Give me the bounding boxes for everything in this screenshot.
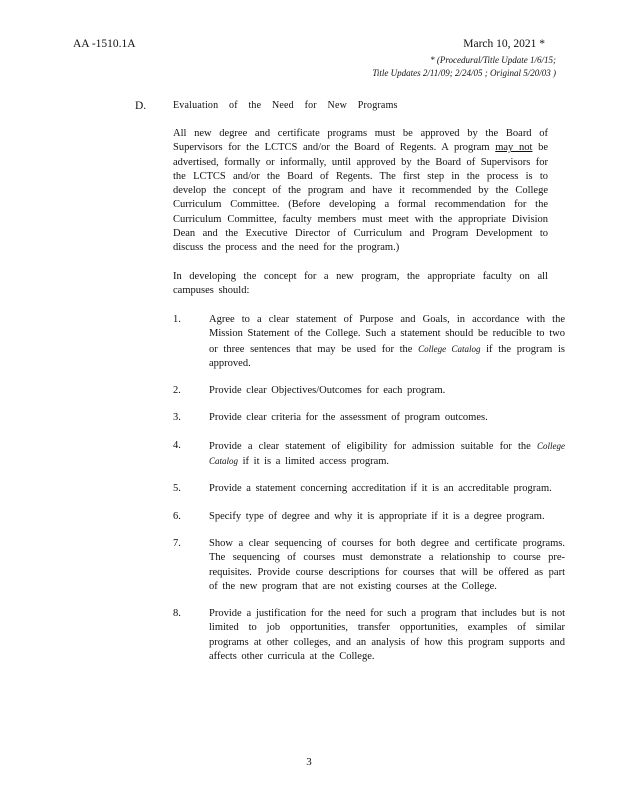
- intro-text-start: All new degree and certificate programs must be approved by the Board of Supervisors for the LCTCS and/or the Board of Regents. A program: [173, 128, 548, 154]
- list-item: [173, 607, 565, 664]
- item-number: 2.: [173, 385, 181, 397]
- item-text: Provide a justification for the need for such a program that includes but is not limited to job opportunities, transfer opportunities, examples of similar programs at other colleges, and an analysis of how this program supports and affects other curricula at the College.: [209, 608, 565, 663]
- list-item: [173, 510, 565, 524]
- item-number: 7.: [173, 537, 181, 549]
- requirements-list: [173, 313, 565, 677]
- revision-history-line-1: * (Procedural/Title Update 1/6/15;: [430, 55, 556, 65]
- item-text: Provide a statement concerning accreditation if it is an accreditable program.: [209, 483, 552, 495]
- item-text: Show a clear sequencing of courses for both degree and certificate programs. The sequencing of courses must demonstrate a relationship to course pre-requisites. Provide course descriptions for courses that will be offered as part of the new program that are not existing courses at the College.: [209, 537, 565, 592]
- item-number: 3.: [173, 412, 181, 424]
- document-id: AA -1510.1A: [73, 38, 136, 50]
- item-number: 1.: [173, 314, 181, 325]
- list-item: [173, 439, 565, 470]
- lead-in-paragraph: In developing the concept for a new program, the appropriate faculty on all campuses should:: [173, 271, 548, 297]
- catalog-title: College Catalog: [418, 343, 481, 354]
- item-number: 6.: [173, 510, 181, 522]
- catalog-title: College Catalog: [209, 440, 565, 467]
- page-number: 3: [306, 756, 312, 768]
- item-number: 5.: [173, 483, 181, 495]
- revision-history-line-2: Title Updates 2/11/09; 2/24/05 ; Original 5/20/03 ): [372, 68, 556, 78]
- revision-date: March 10, 2021 *: [463, 38, 545, 50]
- intro-text-end: be advertised, formally or informally, until approved by the Board of Supervisors for the LCTCS and/or the Board of Regents. The first step in the process is to develop the concept of the program and have it recommended by the College Curriculum Committee. (Before developing a formal recommendation for the Curriculum Committee, faculty members must meet with the appropriate Division Dean and the Executive Director of Curriculum and Program Development to discuss the process and the need for the program.): [173, 142, 548, 254]
- list-item: [173, 537, 565, 594]
- list-item: [173, 313, 565, 371]
- emphasis-may-not: may not: [495, 142, 533, 154]
- item-text: Provide clear criteria for the assessment of program outcomes.: [209, 412, 488, 424]
- item-text: Provide a clear statement of eligibility for admission suitable for the College Catalog if it is a limited access program.: [209, 440, 565, 468]
- item-text: Provide clear Objectives/Outcomes for each program.: [209, 385, 446, 397]
- intro-paragraph: [173, 127, 548, 256]
- list-item: [173, 384, 565, 398]
- section-letter: D.: [135, 100, 147, 112]
- list-item: [173, 411, 565, 425]
- item-number: 4.: [173, 439, 181, 451]
- section-title: Evaluation of the Need for New Programs: [173, 100, 398, 111]
- list-item: [173, 482, 565, 496]
- item-number: 8.: [173, 608, 181, 620]
- item-text: Agree to a clear statement of Purpose and Goals, in accordance with the Mission Statement of the College. Such a statement should be reducible to two or three sentences that may be used for the College Catalog if the program is approved.: [209, 314, 565, 369]
- item-text: Specify type of degree and why it is appropriate if it is a degree program.: [209, 510, 545, 522]
